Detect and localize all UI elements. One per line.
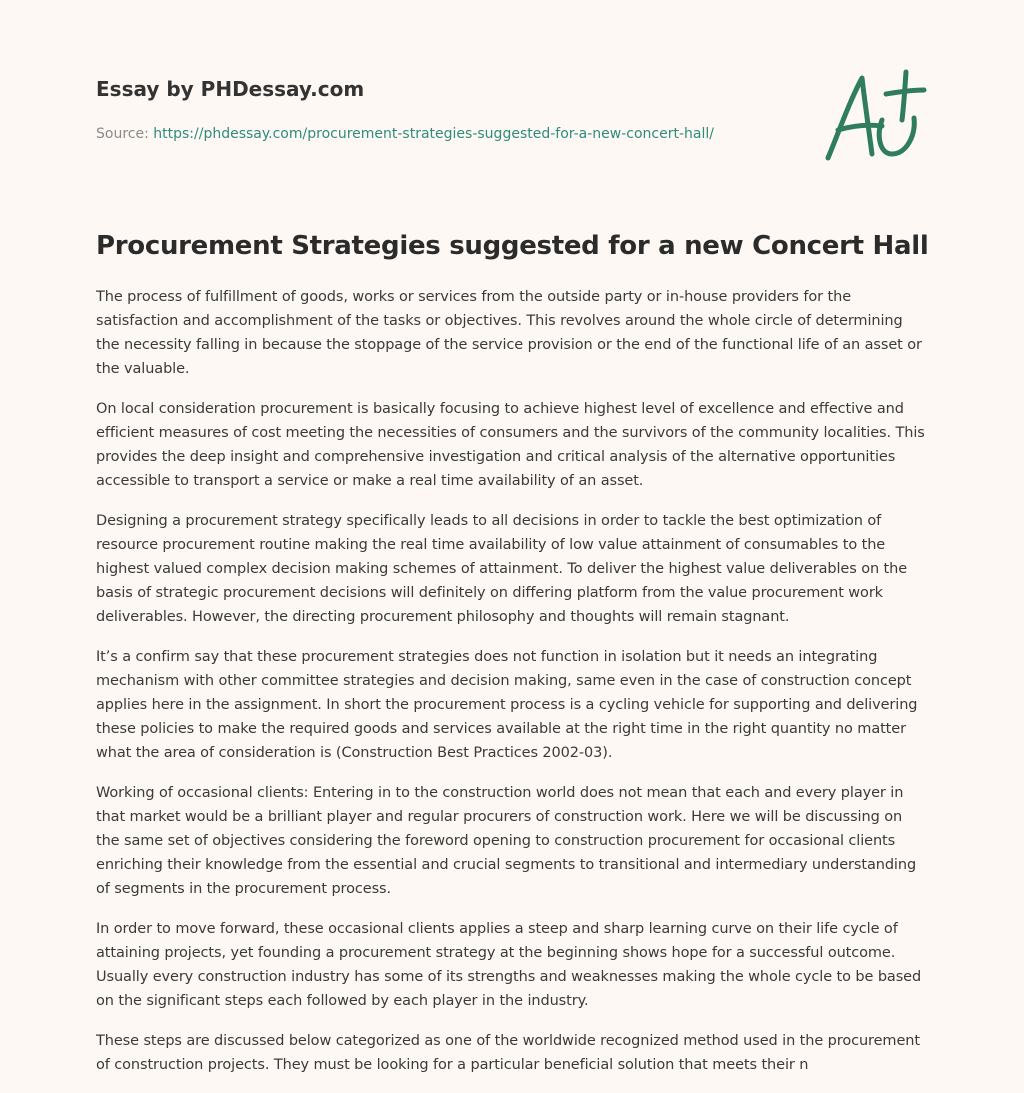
paragraph-7: These steps are discussed below categorized as one of the worldwide recognized method used in the procurement of construction projects. They must be looking for a particular beneficial solution that meets their n xyxy=(96,1033,920,1073)
paragraph-6: In order to move forward, these occasional clients applies a steep and sharp learning curve on their life cycle of attaining projects, yet founding a procurement strategy at the beginning shows hope for a successful outcome. Usually every construction industry has some of its strengths and weaknesses making the whole cycle to be based on the significant steps each followed by each player in the industry. xyxy=(96,921,922,1009)
source-label: Source: xyxy=(96,126,154,142)
source-link[interactable]: https://phdessay.com/procurement-strategies-suggested-for-a-new-concert-hall/ xyxy=(153,126,714,142)
paragraph-5: Working of occasional clients: Entering in to the construction world does not mean that each and every player in that market would be a brilliant player and regular procurers of construction work. Here we will be discussing on the same set of objectives considering the foreword opening to construction procurement for occasional clients enriching their knowledge from the essential and crucial segments to transitional and intermediary understanding of segments in the procurement process. xyxy=(96,785,917,897)
paragraph-2: On local consideration procurement is basically focusing to achieve highest level of excellence and effective and efficient measures of cost meeting the necessities of consumers and the survivors of the community localities. This provides the deep insight and comprehensive investigation and critical analysis of the alternative opportunities accessible to transport a service or make a real time availability of an asset. xyxy=(96,401,925,489)
source-line xyxy=(96,124,796,144)
article xyxy=(96,227,929,1093)
paragraph-3: Designing a procurement strategy specifically leads to all decisions in order to tackle the best optimization of resource procurement routine making the real time availability of low value attainment of consumables to the highest valued complex decision making schemes of attainment. To deliver the highest value deliverables on the basis of strategic procurement decisions will definitely on differing platform from the value procurement work deliverables. However, the directing procurement philosophy and thoughts will remain stagnant. xyxy=(96,513,908,625)
a-plus-grade-icon xyxy=(818,64,934,168)
paragraph-4: It’s a confirm say that these procurement strategies does not function in isolation but it needs an integrating mechanism with other committee strategies and decision making, same even in the case of construction concept applies here in the assignment. In short the procurement process is a cycling vehicle for supporting and delivering these policies to make the required goods and services available at the right time in the right quantity no matter what the area of consideration is (Construction Best Practices 2002-03). xyxy=(96,649,918,761)
article-body xyxy=(96,285,926,1077)
paragraph-1: The process of fulfillment of goods, works or services from the outside party or in-house providers for the satisfaction and accomplishment of the tasks or objectives. This revolves around the whole circle of determining the necessity falling in because the stoppage of the service provision or the end of the functional life of an asset or the valuable. xyxy=(96,289,922,377)
article-title: Procurement Strategies suggested for a new Concert Hall xyxy=(96,231,929,261)
page-header xyxy=(96,74,796,144)
site-title: Essay by PHDessay.com xyxy=(96,77,365,101)
